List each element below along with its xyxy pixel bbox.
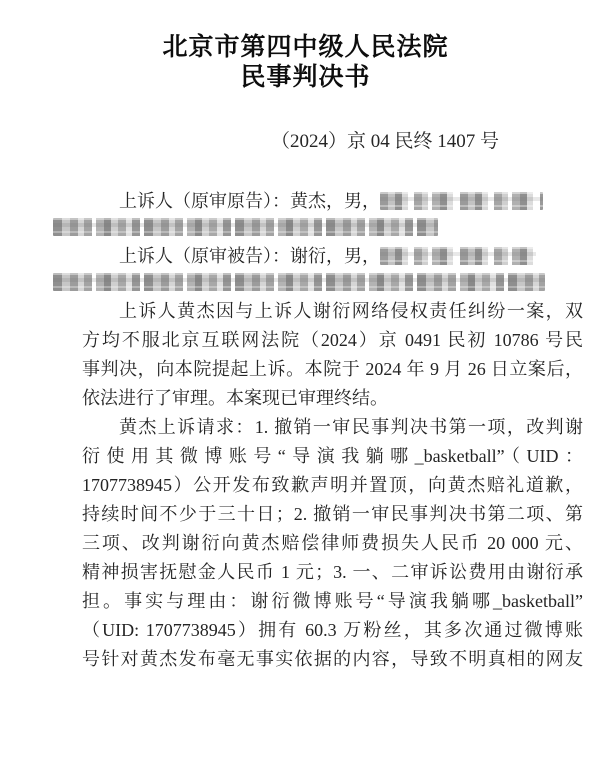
body-text-line bbox=[82, 355, 583, 384]
body-text-line bbox=[82, 297, 583, 326]
body-text: 黄杰上诉请求：1. 撤销一审民事判决书第一项，改判谢 bbox=[119, 417, 583, 437]
body-text: 上诉人黄杰因与上诉人谢衍网络侵权责任纠纷一案，双 bbox=[119, 301, 583, 321]
body-text: 1707738945）公开发布致歉声明并置顶，向黄杰赔礼道歉， bbox=[82, 475, 583, 495]
court-name: 北京市第四中级人民法院 bbox=[162, 34, 449, 61]
body-text: 事判决，向本院提起上诉。本院于 2024 年 9 月 26 日立案后， bbox=[82, 359, 583, 379]
body-text: 号针对黄杰发布毫无事实依据的内容，导致不明真相的网友 bbox=[82, 649, 583, 669]
appellant-plaintiff-text: 上诉人（原审原告）：黄杰，男， bbox=[119, 191, 380, 211]
redacted-personal-info-blur bbox=[53, 218, 438, 236]
redacted-personal-info-blur bbox=[53, 273, 545, 291]
body-text-line bbox=[82, 326, 583, 355]
body-text-line bbox=[82, 413, 583, 442]
body-text-line bbox=[82, 558, 583, 587]
redacted-address-line bbox=[82, 268, 583, 297]
body-text-line bbox=[82, 442, 583, 471]
body-text-line bbox=[82, 384, 583, 413]
redacted-personal-info-blur bbox=[380, 192, 543, 210]
redacted-address-line bbox=[82, 213, 583, 242]
body-text: （UID: 1707738945）拥有 60.3 万粉丝，其多次通过微博账 bbox=[82, 620, 583, 640]
body-text-line bbox=[82, 471, 583, 500]
redacted-personal-info-blur bbox=[380, 247, 536, 265]
body-text: 依法进行了审理。本案现已审理终结。 bbox=[82, 388, 388, 408]
document-header bbox=[0, 33, 611, 93]
body-text: 持续时间不少于三十日；2. 撤销一审民事判决书第二项、第 bbox=[82, 504, 583, 524]
body-text-line bbox=[82, 645, 583, 674]
body-text: 精神损害抚慰金人民币 1 元；3. 一、二审诉讼费用由谢衍承 bbox=[82, 562, 583, 582]
body-text: 衍使用其微博账号“导演我躺哪_basketball”（UID： bbox=[82, 446, 583, 466]
body-text: 三项、改判谢衍向黄杰赔偿律师费损失人民币 20 000 元、 bbox=[82, 533, 583, 553]
appellant-defendant-line bbox=[82, 242, 583, 271]
case-number: （2024）京 04 民终 1407 号 bbox=[270, 131, 499, 152]
body-text-line bbox=[82, 500, 583, 529]
document-type-title: 民事判决书 bbox=[240, 64, 371, 91]
body-text: 担。事实与理由：谢衍微博账号“导演我躺哪_basketball” bbox=[82, 591, 583, 611]
document-body bbox=[82, 187, 583, 674]
body-text: 方均不服北京互联网法院（2024）京 0491 民初 10786 号民 bbox=[82, 330, 583, 350]
body-text-line bbox=[82, 616, 583, 645]
body-text-line bbox=[82, 587, 583, 616]
appellant-defendant-text: 上诉人（原审被告）：谢衍，男， bbox=[119, 246, 380, 266]
body-text-line bbox=[82, 529, 583, 558]
appellant-plaintiff-line bbox=[82, 187, 583, 216]
